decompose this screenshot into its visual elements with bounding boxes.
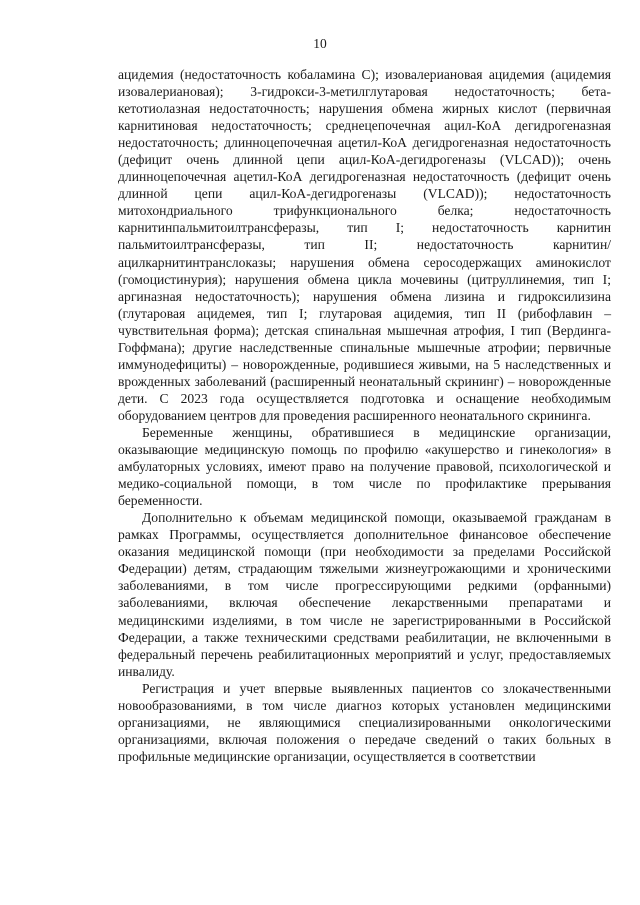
paragraph-pregnant-women: Беременные женщины, обратившиеся в медицинские организации, оказывающие медицинскую помощь по профилю «акушерство и гинекология» в амбулаторных условиях, имеют право на получение правовой, психологической и медико-социальной помощи, в том числе по профилактике прерывания беременности.: [118, 424, 611, 509]
paragraph-registration: Регистрация и учет впервые выявленных пациентов со злокачественными новообразованиями, в том числе диагноз которых установлен медицинскими организациями, не являющимися специализированными онкологическими организациями, включая положения о передаче сведений о таких больных в профильные медицинские организации, осуществляется в соответствии: [118, 680, 611, 764]
paragraph-additional-funding: Дополнительно к объемам медицинской помощи, оказываемой гражданам в рамках Программы, осуществляется дополнительное финансовое обеспечение оказания медицинской помощи (при необходимости за пределами Российской Федерации) детям, страдающим тяжелыми жизнеугрожающими и хроническими заболеваниями, в том числе прогрессирующими редкими (орфанными) заболеваниями, включая обеспечение лекарственными препаратами и медицинскими изделиями, в том числе не зарегистрированными в Российской Федерации, а также техническими средствами реабилитации, не включенными в федеральный перечень реабилитационных мероприятий и услуг, предоставляемых инвалиду.: [118, 510, 611, 679]
paragraph-continued-list: ацидемия (недостаточность кобаламина С); изовалериановая ацидемия (ацидемия изовалериановая); 3-гидрокси-3-метилглутаровая недостаточность; бета-кетотиолазная недостаточность; нарушения обмена жирных кислот (первичная карнитиновая недостаточность; среднецепочечная ацил-КоА дегидрогеназная недостаточность; длинноцепочечная ацетил-КоА дегидрогеназная недостаточность (дефицит очень длинной цепи ацил-КоА-дегидрогеназы (VLCAD)); очень длинноцепочечная ацетил-КоА дегидрогеназная недостаточность (дефицит очень длинной цепи ацил-КоА-дегидрогеназы (VLCAD)); недостаточность митохондриального трифункционального белка; недостаточность карнитинпальмитоилтрансферазы, тип I; недостаточность карнитин пальмитоилтрансферазы, тип II; недостаточность карнитин/ацилкарнитинтранслоказы; нарушения обмена серосодержащих аминокислот (гомоцистинурия); нарушения обмена цикла мочевины (цитруллинемия, тип I; аргиназная недостаточность); нарушения обмена лизина и гидроксилизина (глутаровая ацидемея, тип I; глутаровая ацидемия, тип II (рибофлавин – чувствительная форма); детская спинальная мышечная атрофия, I тип (Вердинга-Гоффмана); другие наследственные спинальные мышечные атрофии; первичные иммунодефициты) – новорожденные, родившиеся живыми, на 5 наследственных и врожденных заболеваний (расширенный неонатальный скрининг) – новорожденные дети. С 2023 года осуществляется подготовка и оснащение необходимым оборудованием центров для проведения расширенного неонатального скрининга.: [118, 67, 611, 423]
document-body: [118, 66, 611, 765]
page-number: 10: [313, 36, 327, 51]
